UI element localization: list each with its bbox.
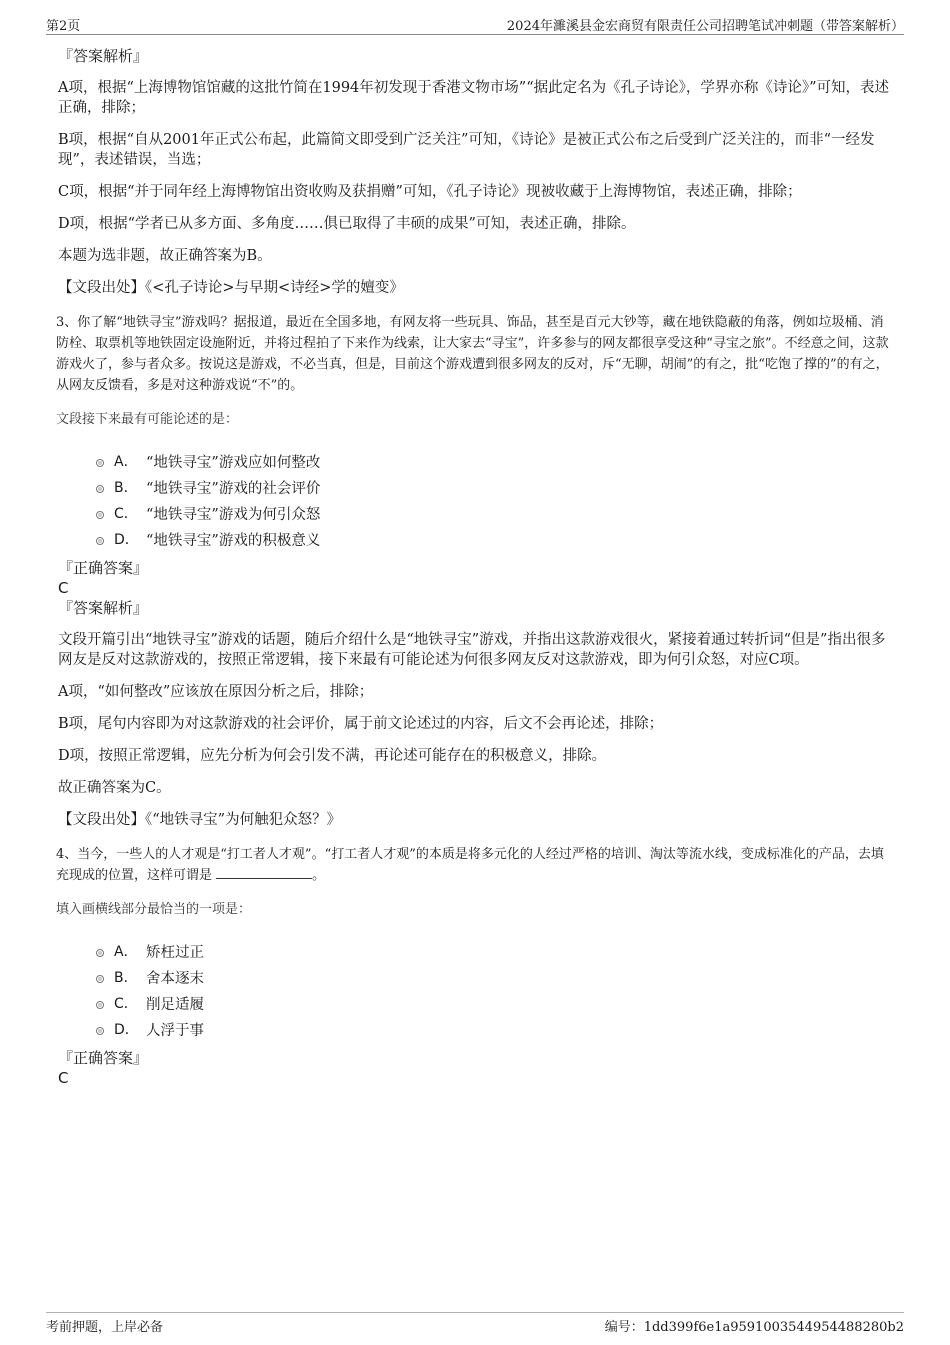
q3-option-d[interactable]: [96, 526, 894, 552]
q3-prompt: 文段接下来最有可能论述的是：: [56, 412, 239, 427]
q2-analysis-paragraph: B项，根据“自从2001年正式公布起，此篇简文即受到广泛关注”可知，《诗论》是被正式公布之后受到广泛关注的，而非“一经发现”，表述错误，当选；: [58, 132, 875, 168]
q2-conclusion: 本题为选非题，故正确答案为B。: [58, 248, 272, 264]
q3-option-a[interactable]: [96, 448, 894, 474]
q4-answer: C: [58, 1069, 69, 1087]
q3-question-text: 3、你了解“地铁寻宝”游戏吗？据报道，最近在全国多地，有网友将一些玩具、饰品，甚至是百元大钞等，藏在地铁隐蔽的角落，例如垃圾桶、消防栓、取票机等地铁固定设施附近，并将过程拍了下来作为线索，让大家去“寻宝”，许多参与的网友都很享受这种“寻宝之旅”。不经意之间，这款游戏火了，参与者众多。按说这是游戏，不必当真，但是，目前这个游戏遭到很多网友的反对，斥“无聊，胡闹”的有之，批“吃饱了撑的”的有之，从网友反馈看，多是对这种游戏说“不”的。: [56, 315, 889, 393]
option-text: “地铁寻宝”游戏为何引众怒: [146, 506, 321, 523]
radio-button[interactable]: [96, 1027, 104, 1035]
document-id: 编号：1dd399f6e1a9591003544954488280b2: [604, 1320, 904, 1335]
option-letter: A．: [114, 454, 138, 470]
q3-option-c[interactable]: [96, 500, 894, 526]
q4-option-a[interactable]: [96, 938, 894, 964]
page-header: [46, 14, 904, 35]
q4-options: [96, 938, 894, 1042]
q3-analysis-paragraph: B项，尾句内容即为对这款游戏的社会评价，属于前文论述过的内容，后文不会再论述，排除；: [58, 716, 664, 732]
radio-button[interactable]: [96, 949, 104, 957]
radio-button[interactable]: [96, 975, 104, 983]
q3-source: 【文段出处】《“地铁寻宝”为何触犯众怒？》: [58, 812, 342, 828]
q3-options: [96, 448, 894, 552]
option-text: 人浮于事: [146, 1022, 204, 1039]
q3-analysis-heading: 『答案解析』: [58, 599, 149, 617]
q4-option-d[interactable]: [96, 1016, 894, 1042]
q4-question-end: 。: [312, 868, 326, 883]
q2-analysis-paragraph: A项，根据“上海博物馆馆藏的这批竹简在1994年初发现于香港文物市场”“据此定名为《孔子诗论》，学界亦称《诗论》”可知，表述正确，排除；: [58, 80, 890, 116]
q4-prompt: 填入画横线部分最恰当的一项是：: [56, 902, 252, 917]
q4-question-body: 4、当今，一些人的人才观是“打工者人才观”。“打工者人才观”的本质是将多元化的人经过严格的培训、淘汰等流水线，变成标准化的产品，去填充现成的位置，这样可谓是: [56, 847, 884, 883]
q4-option-b[interactable]: [96, 964, 894, 990]
q2-analysis-paragraph: C项，根据“并于同年经上海博物馆出资收购及获捐赠”可知，《孔子诗论》现被收藏于上海博物馆，表述正确，排除；: [58, 184, 802, 200]
option-letter: C．: [114, 506, 138, 522]
radio-button[interactable]: [96, 459, 104, 467]
q2-source: 【文段出处】《<孔子诗论>与早期<诗经>学的嬗变》: [58, 280, 404, 296]
radio-button[interactable]: [96, 1001, 104, 1009]
document-title: 2024年濉溪县金宏商贸有限责任公司招聘笔试冲刺题（带答案解析）: [506, 19, 904, 34]
option-text: “地铁寻宝”游戏应如何整改: [146, 454, 321, 471]
q3-analysis-paragraph: A项，“如何整改”应该放在原因分析之后，排除；: [58, 684, 374, 700]
option-letter: A．: [114, 944, 138, 960]
q3-analysis-paragraph: 文段开篇引出“地铁寻宝”游戏的话题，随后介绍什么是“地铁寻宝”游戏，并指出这款游戏很火，紧接着通过转折词“但是”指出很多网友是反对这款游戏的，按照正常逻辑，接下来最有可能论述为何很多网友反对这款游戏，即为何引众怒，对应C项。: [58, 632, 886, 668]
footer-slogan: 考前押题，上岸必备: [46, 1320, 164, 1335]
option-letter: D．: [114, 1022, 139, 1038]
page-content: [56, 46, 894, 1088]
option-text: 削足适履: [146, 996, 204, 1013]
option-text: 矫枉过正: [146, 944, 204, 961]
option-letter: C．: [114, 996, 138, 1012]
radio-button[interactable]: [96, 485, 104, 493]
q4-answer-heading: 『正确答案』: [58, 1049, 149, 1067]
option-letter: B．: [114, 480, 138, 496]
q3-conclusion: 故正确答案为C。: [58, 780, 171, 796]
option-text: “地铁寻宝”游戏的社会评价: [146, 480, 321, 497]
q2-analysis-heading: 『答案解析』: [58, 47, 149, 65]
radio-button[interactable]: [96, 511, 104, 519]
page-number: 第2页: [46, 19, 81, 34]
radio-button[interactable]: [96, 537, 104, 545]
q3-option-b[interactable]: [96, 474, 894, 500]
option-letter: D．: [114, 532, 139, 548]
q3-answer-heading: 『正确答案』: [58, 559, 149, 577]
q3-answer: C: [58, 579, 69, 597]
page-footer: [46, 1312, 904, 1337]
option-text: “地铁寻宝”游戏的积极意义: [146, 532, 321, 549]
q4-option-c[interactable]: [96, 990, 894, 1016]
fill-in-blank: [216, 866, 312, 879]
q2-analysis-paragraph: D项，根据“学者已从多方面、多角度……俱已取得了丰硕的成果”可知，表述正确，排除。: [58, 216, 636, 232]
q3-analysis-paragraph: D项，按照正常逻辑，应先分析为何会引发不满，再论述可能存在的积极意义，排除。: [58, 748, 607, 764]
option-letter: B．: [114, 970, 138, 986]
q4-question-text: [56, 844, 894, 886]
option-text: 舍本逐末: [146, 970, 204, 987]
